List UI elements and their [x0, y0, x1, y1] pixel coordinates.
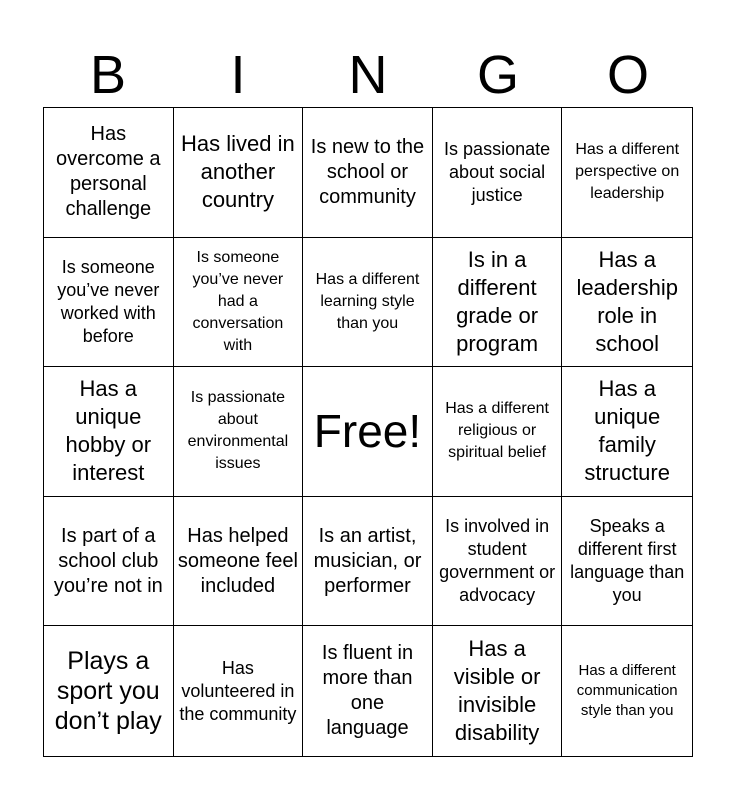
cell-text: Is someone you’ve never had a conversation with	[192, 248, 284, 354]
bingo-cell[interactable]	[433, 238, 563, 368]
cell-text: Has a different religious or spiritual belief	[445, 400, 549, 462]
bingo-header	[43, 42, 693, 108]
bingo-cell[interactable]	[433, 497, 563, 627]
bingo-cell[interactable]	[303, 497, 433, 627]
bingo-cell[interactable]	[562, 626, 692, 756]
bingo-cell[interactable]	[562, 497, 692, 627]
bingo-cell[interactable]	[44, 367, 174, 497]
cell-text: Is passionate about social justice	[444, 138, 551, 205]
cell-text: Has volunteered in the community	[179, 657, 297, 724]
bingo-cell[interactable]	[433, 367, 563, 497]
cell-text: Has a unique family structure	[584, 376, 670, 486]
bingo-cell[interactable]	[174, 367, 304, 497]
bingo-cell[interactable]	[44, 238, 174, 368]
bingo-cell[interactable]	[562, 238, 692, 368]
header-letter-n: N	[348, 45, 388, 105]
cell-text: Has lived in another country	[181, 131, 295, 213]
bingo-cell[interactable]	[433, 108, 563, 238]
free-space-label: Free!	[313, 405, 422, 458]
cell-text: Has a different learning style than you	[315, 270, 420, 332]
free-space-cell[interactable]	[303, 367, 433, 497]
bingo-cell[interactable]	[174, 626, 304, 756]
cell-text: Is in a different grade or program	[456, 246, 539, 356]
header-letter-g: G	[476, 45, 519, 105]
bingo-cell[interactable]	[174, 238, 304, 368]
cell-text: Is fluent in more than one language	[321, 642, 414, 740]
bingo-cell[interactable]	[174, 497, 304, 627]
cell-text: Is new to the school or community	[310, 135, 425, 208]
bingo-cell[interactable]	[303, 108, 433, 238]
bingo-cell[interactable]	[562, 367, 692, 497]
cell-text: Has a visible or invisible disability	[453, 636, 541, 746]
bingo-cell[interactable]	[303, 238, 433, 368]
cell-text: Has a leadership role in school	[576, 246, 678, 356]
header-letter-b: B	[89, 45, 127, 105]
bingo-cell[interactable]	[562, 108, 692, 238]
cell-text: Is someone you’ve never worked with before	[57, 256, 160, 346]
cell-text: Has a unique hobby or interest	[65, 376, 152, 486]
bingo-cell[interactable]	[174, 108, 304, 238]
cell-text: Has helped someone feel included	[177, 524, 298, 597]
bingo-cell[interactable]	[44, 626, 174, 756]
header-letter-i: I	[230, 45, 246, 105]
header-letter-o: O	[606, 45, 649, 105]
bingo-cell[interactable]	[433, 626, 563, 756]
cell-text: Plays a sport you don’t play	[54, 647, 162, 736]
bingo-cell[interactable]	[44, 497, 174, 627]
bingo-cell[interactable]	[303, 626, 433, 756]
cell-text: Is part of a school club you’re not in	[53, 524, 163, 597]
cell-text: Is involved in student government or advocacy	[439, 516, 556, 606]
cell-text: Has overcome a personal challenge	[56, 123, 161, 221]
cell-text: Has a different communication style than you	[576, 662, 678, 720]
cell-text: Is an artist, musician, or performer	[313, 524, 422, 597]
cell-text: Is passionate about environmental issues	[187, 389, 289, 473]
cell-text: Has a different perspective on leadership	[575, 141, 680, 203]
bingo-board	[43, 107, 693, 757]
bingo-cell[interactable]	[44, 108, 174, 238]
cell-text: Speaks a different first language than you	[570, 516, 685, 606]
